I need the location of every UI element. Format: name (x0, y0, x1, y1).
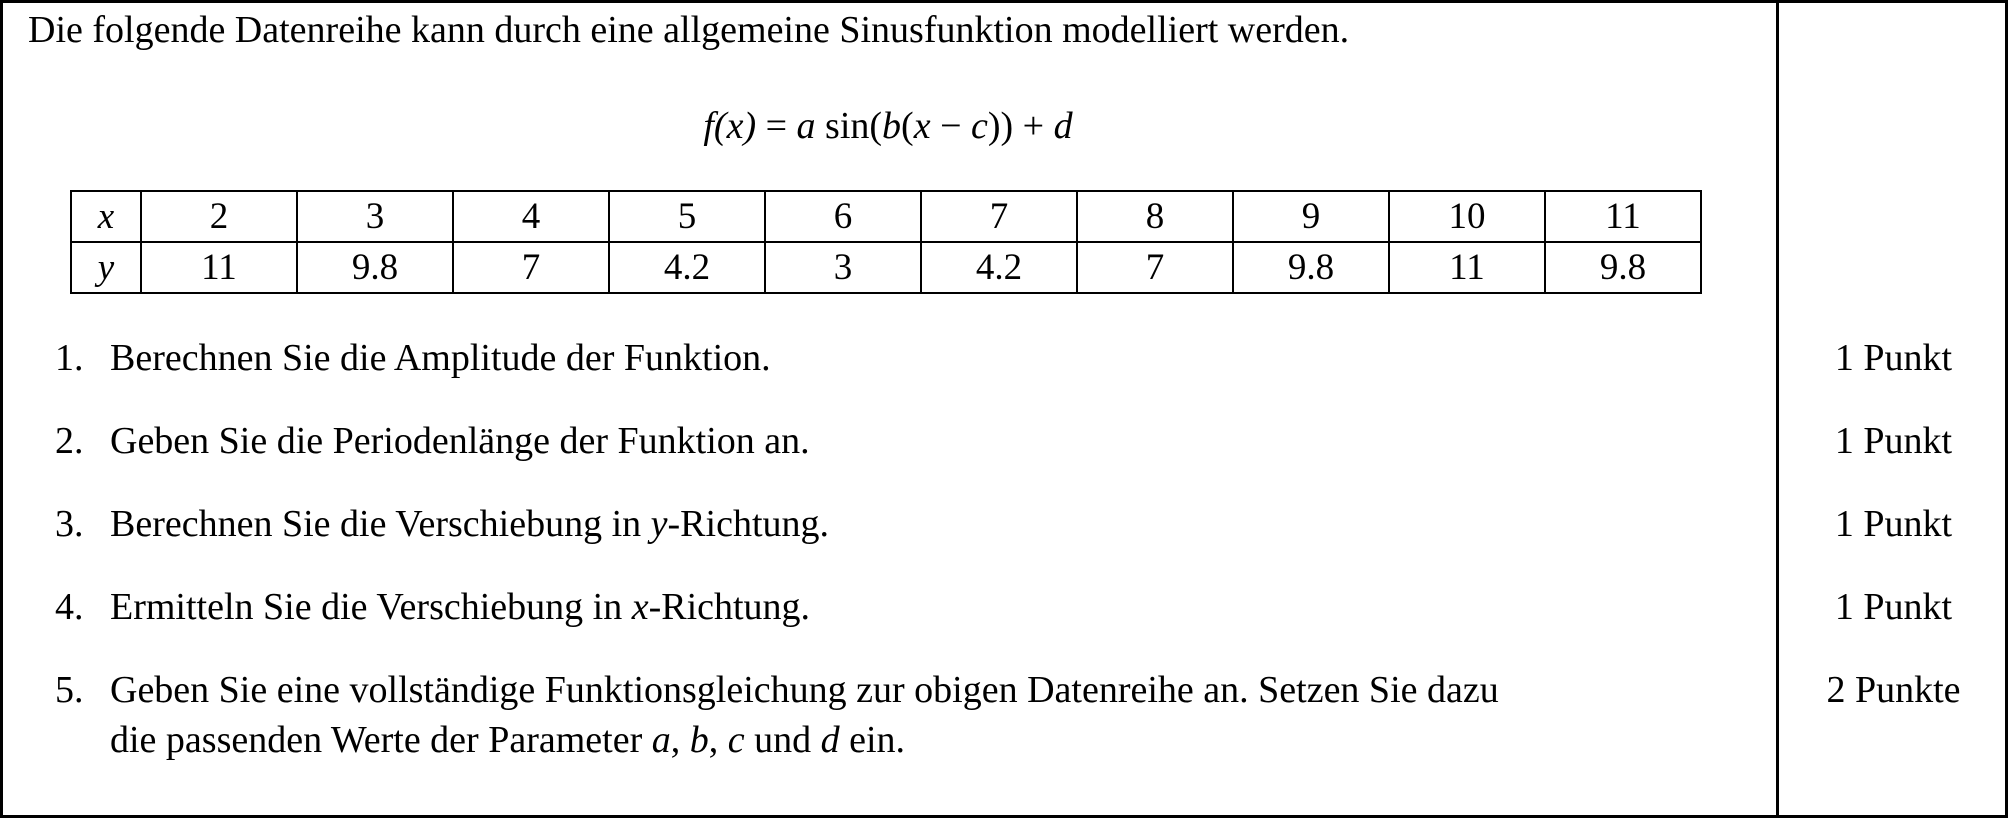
formula-close: )) + (987, 105, 1054, 147)
table-row-x (71, 191, 1701, 242)
task-text-line-2 (110, 715, 1770, 765)
formula-x: x (913, 105, 931, 147)
table-cell: 7 (453, 242, 609, 293)
task-text (110, 499, 1770, 549)
formula-sin: sin( (815, 105, 883, 147)
function-formula (0, 102, 1776, 150)
table-cell: 11 (1389, 242, 1545, 293)
task-text (110, 582, 1770, 632)
task-number: 2. (55, 420, 84, 462)
table-cell: 11 (141, 242, 297, 293)
table-cell: 3 (765, 242, 921, 293)
task-3-points: 1 Punkt (1834, 503, 1953, 545)
table-cell: 9.8 (1233, 242, 1389, 293)
task-text-post: -Richtung. (648, 586, 811, 628)
table-cell: 9.8 (297, 242, 453, 293)
table-cell: 9 (1233, 191, 1389, 242)
table-cell: 7 (921, 191, 1077, 242)
task-text-post: -Richtung. (667, 503, 830, 545)
table-cell: 2 (141, 191, 297, 242)
formula-lhs: f(x) (703, 105, 757, 147)
und: und (744, 719, 821, 761)
table-cell: 10 (1389, 191, 1545, 242)
task-var: x (631, 586, 649, 628)
task-4-points: 1 Punkt (1834, 586, 1953, 628)
task-number: 5. (55, 669, 84, 711)
task-text: Geben Sie die Periodenlänge der Funktion an. (110, 420, 810, 462)
task-text-line-1: Geben Sie eine vollständige Funktionsgleichung zur obigen Datenreihe an. Setzen Sie dazu (110, 669, 1499, 711)
table-cell: 8 (1077, 191, 1233, 242)
formula-b: b (882, 105, 902, 147)
data-table (70, 190, 1702, 294)
table-cell: 7 (1077, 242, 1233, 293)
table-cell: 9.8 (1545, 242, 1701, 293)
task-1-points: 1 Punkt (1834, 337, 1953, 379)
table-cell: 4.2 (921, 242, 1077, 293)
task-text-post: ein. (839, 719, 906, 761)
param-c: c (727, 719, 745, 761)
formula-d: d (1053, 105, 1073, 147)
task-5-points: 2 Punkte (1826, 669, 1961, 711)
formula-minus: − (930, 105, 971, 147)
table-row-y (71, 242, 1701, 293)
task-text-pre: Berechnen Sie die Verschiebung in (110, 503, 651, 545)
sep: , (670, 719, 690, 761)
param-a: a (651, 719, 671, 761)
table-cell: 5 (609, 191, 765, 242)
task-var: y (650, 503, 668, 545)
formula-a: a (796, 105, 816, 147)
table-cell: 3 (297, 191, 453, 242)
task-number: 3. (55, 503, 84, 545)
table-cell: 4 (453, 191, 609, 242)
task-text-pre: Ermitteln Sie die Verschiebung in (110, 586, 632, 628)
formula-open: ( (901, 105, 914, 147)
task-number: 4. (55, 586, 84, 628)
param-d: d (820, 719, 840, 761)
formula-c: c (971, 105, 988, 147)
sep: , (708, 719, 728, 761)
task-number: 1. (55, 337, 84, 379)
row-label-y: y (71, 242, 141, 293)
table-cell: 6 (765, 191, 921, 242)
row-label-x: x (71, 191, 141, 242)
task-text: Berechnen Sie die Amplitude der Funktion. (110, 337, 771, 379)
formula-eq: = (756, 105, 797, 147)
table-cell: 4.2 (609, 242, 765, 293)
table-cell: 11 (1545, 191, 1701, 242)
task-2-points: 1 Punkt (1834, 420, 1953, 462)
task-text (110, 665, 1770, 765)
task-text-pre: die passenden Werte der Parameter (110, 719, 652, 761)
param-b: b (689, 719, 709, 761)
intro-text: Die folgende Datenreihe kann durch eine allgemeine Sinusfunktion modelliert werden. (28, 9, 1350, 51)
